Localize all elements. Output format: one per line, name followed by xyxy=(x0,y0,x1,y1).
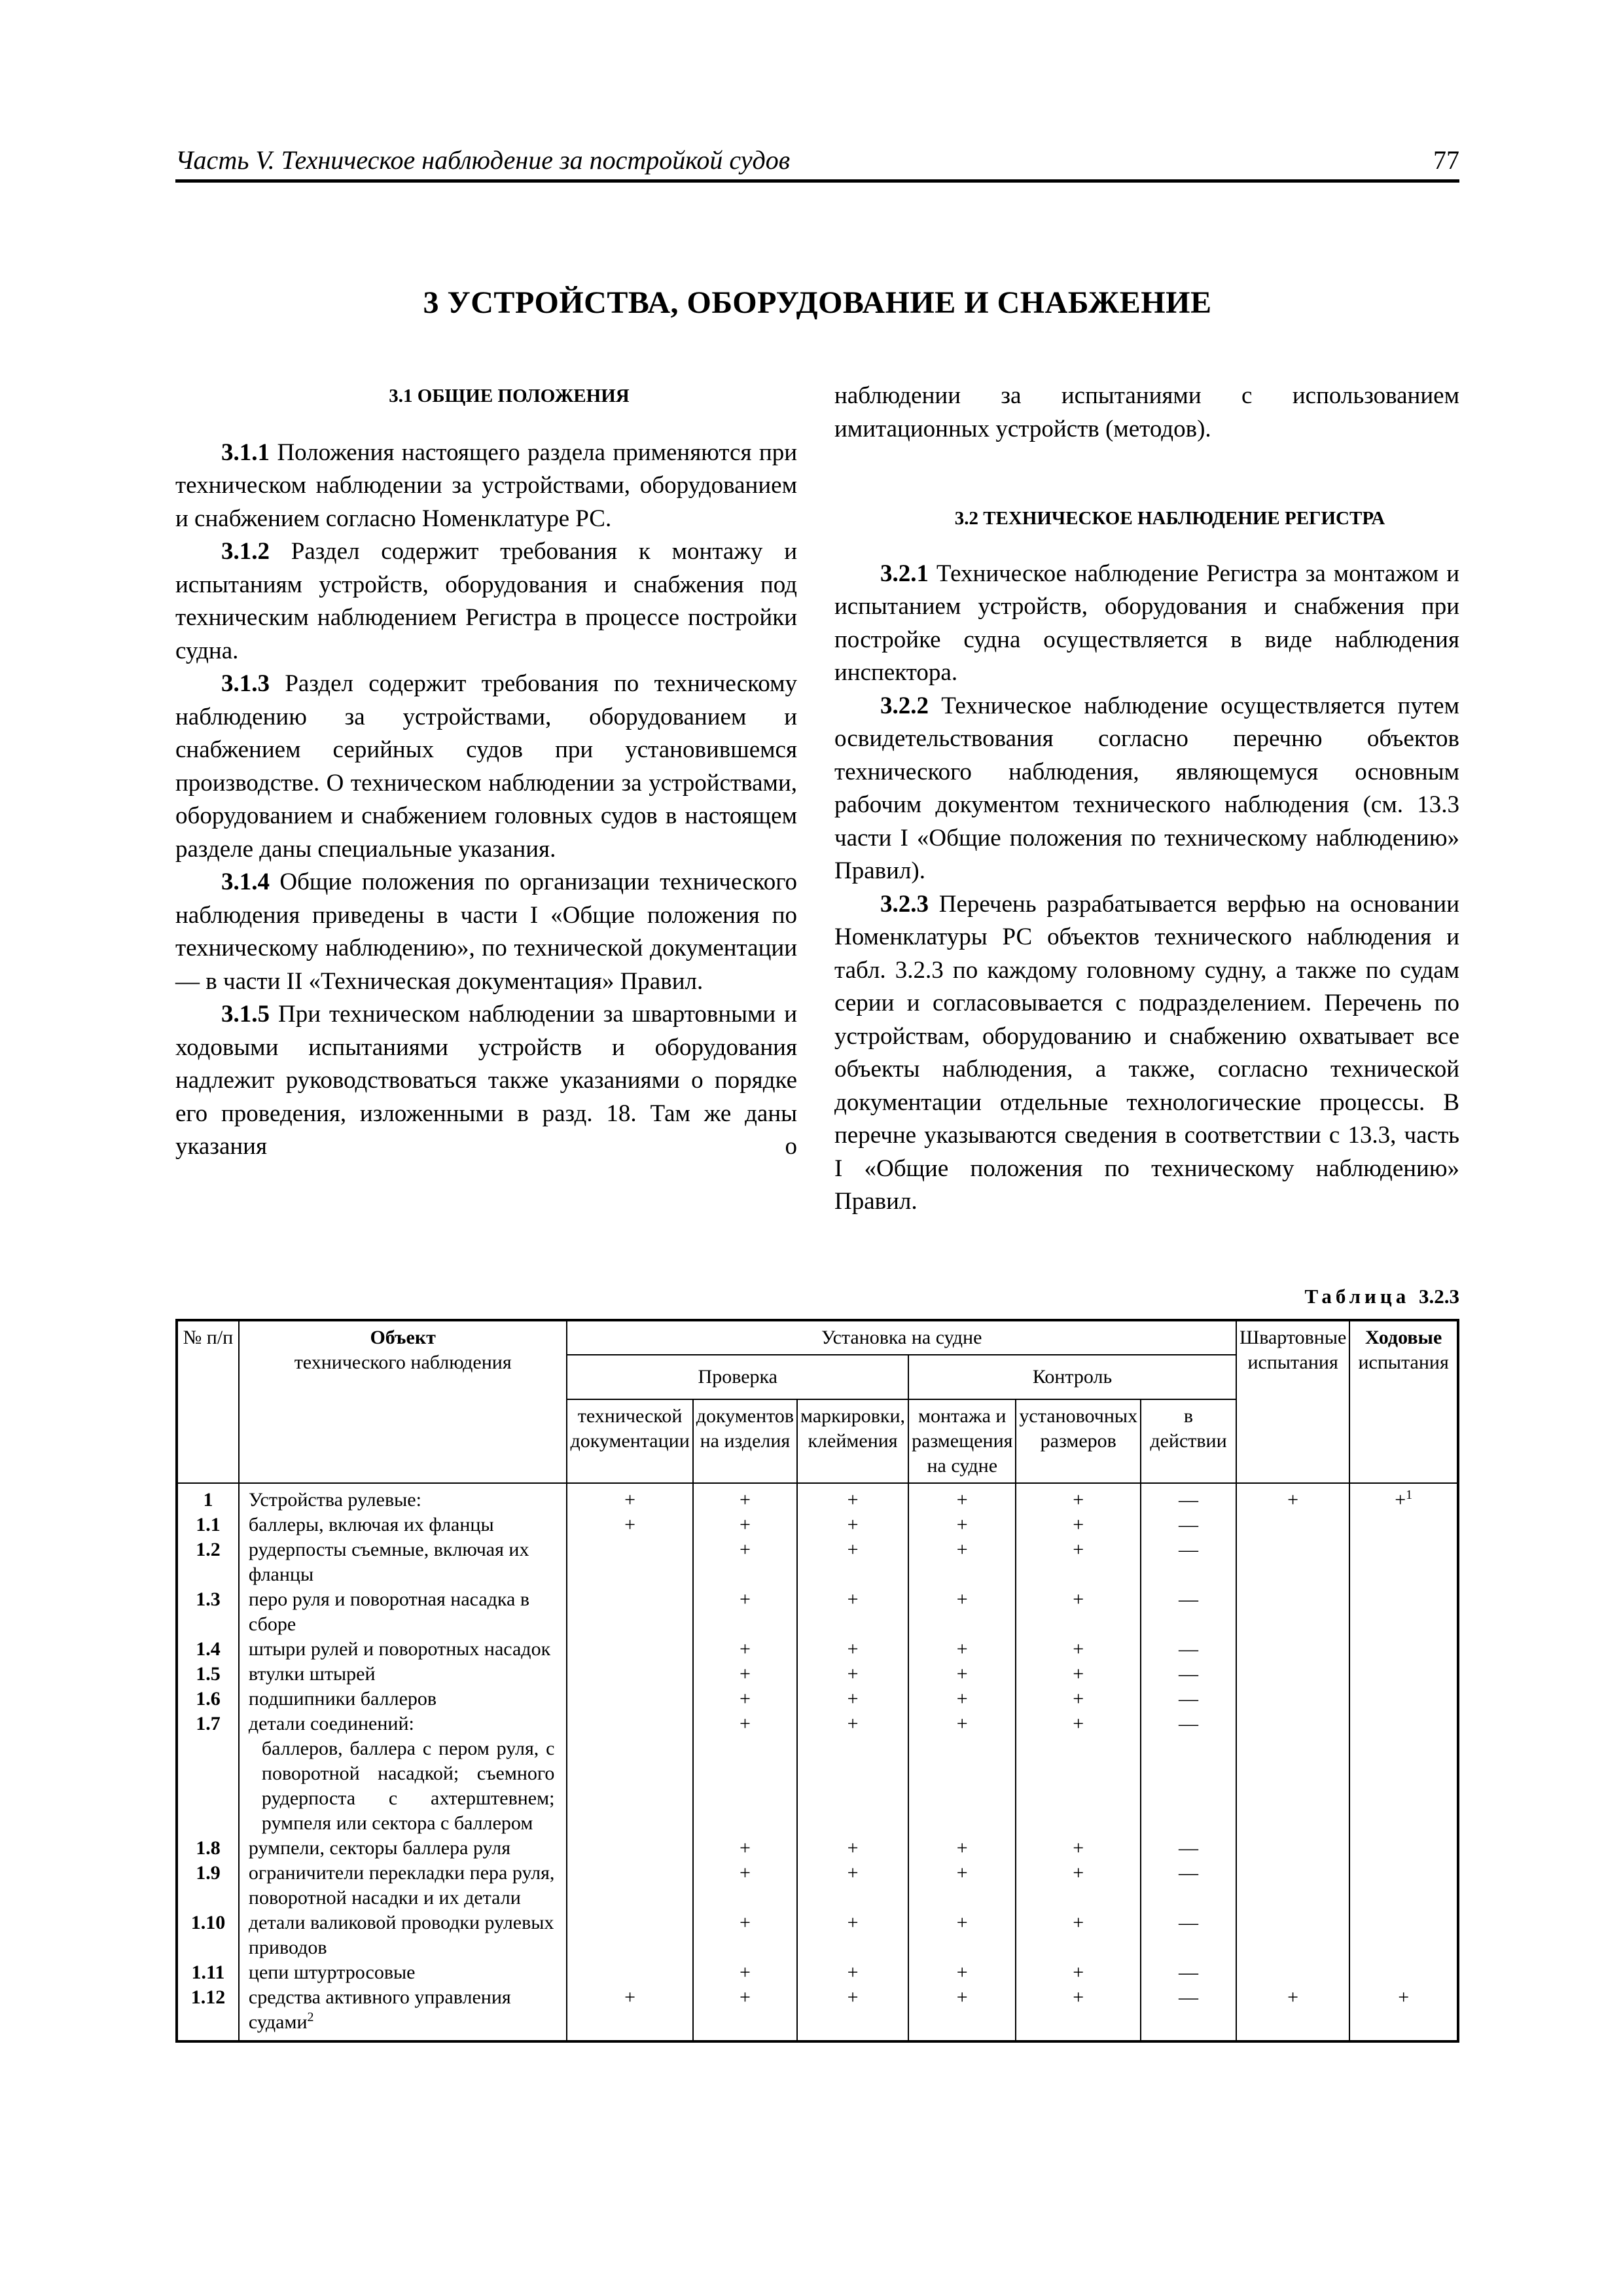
row-cell-1 xyxy=(567,1910,692,1960)
row-cell-8 xyxy=(1349,1960,1458,1985)
row-cell-8 xyxy=(1349,1687,1458,1712)
row-cell-5 xyxy=(1016,1736,1141,1836)
row-cell-1: + xyxy=(567,1513,692,1537)
page-header xyxy=(175,143,1459,183)
row-object: румпели, секторы баллера руля xyxy=(239,1836,567,1861)
row-cell-8 xyxy=(1349,1513,1458,1537)
row-cell-1 xyxy=(567,1736,692,1836)
row-cell-6: — xyxy=(1141,1483,1236,1513)
row-object: рудерпосты съемные, включая их фланцы xyxy=(239,1537,567,1587)
table-row xyxy=(177,1736,1458,1836)
row-cell-4: + xyxy=(908,1587,1016,1637)
row-object: цепи штуртросовые xyxy=(239,1960,567,1985)
row-cell-2: + xyxy=(693,1637,797,1662)
row-cell-2: + xyxy=(693,1836,797,1861)
row-cell-6 xyxy=(1141,1736,1236,1836)
row-cell-2: + xyxy=(693,1687,797,1712)
row-cell-5: + xyxy=(1016,1836,1141,1861)
row-number: 1.6 xyxy=(177,1687,239,1712)
row-cell-3: + xyxy=(797,1537,908,1587)
row-object: Устройства рулевые: xyxy=(239,1483,567,1513)
row-cell-8 xyxy=(1349,1537,1458,1587)
row-cell-5: + xyxy=(1016,1662,1141,1687)
row-object: перо руля и поворотная насадка в сборе xyxy=(239,1587,567,1637)
row-cell-2: + xyxy=(693,1960,797,1985)
row-cell-4: + xyxy=(908,1960,1016,1985)
table-row xyxy=(177,1662,1458,1687)
row-cell-2: + xyxy=(693,1910,797,1960)
row-cell-1 xyxy=(567,1537,692,1587)
header-in-operation: в действии xyxy=(1141,1399,1236,1483)
row-cell-3: + xyxy=(797,1861,908,1910)
row-cell-4: + xyxy=(908,1910,1016,1960)
row-cell-6: — xyxy=(1141,1960,1236,1985)
row-cell-3: + xyxy=(797,1712,908,1736)
row-cell-8: +$^1$ xyxy=(1349,1483,1458,1513)
paragraph-3-2-2: 3.2.2 Техническое наблюдение осуществляется путем освидетельствования согласно перечню объектов технического наблюдения, являющемуся основным рабочим документом технического наблюдения (см. 13.3 части I «Общие положения по техническому наблюдению» Правил). xyxy=(834,692,1459,884)
table-row xyxy=(177,1513,1458,1537)
left-column xyxy=(175,380,797,1164)
table-row xyxy=(177,1687,1458,1712)
row-cell-5: + xyxy=(1016,1637,1141,1662)
row-object: подшипники баллеров xyxy=(239,1687,567,1712)
row-cell-8 xyxy=(1349,1836,1458,1861)
right-column xyxy=(834,380,1459,1219)
row-cell-1: + xyxy=(567,1985,692,2041)
row-cell-2: + xyxy=(693,1985,797,2041)
header-installation: Установка на судне xyxy=(567,1320,1236,1355)
paragraph-3-2-3: 3.2.3 Перечень разрабатывается верфью на основании Номенклатуры РС объектов технического наблюдения и табл. 3.2.3 по каждому головному судну, а также по судам серии и согласовывается с подразделением. Перечень по устройствам, оборудованию и снабжению охватывает все объекты наблюдения, а также, согласно технической документации отдельные технологические процессы. В перечне указываются сведения в соответствии с 13.3, часть I «Общие положения по техническому наблюдению» Правил. xyxy=(834,890,1460,1215)
row-cell-7 xyxy=(1236,1836,1349,1861)
row-cell-4: + xyxy=(908,1483,1016,1513)
row-cell-8 xyxy=(1349,1637,1458,1662)
row-cell-3: + xyxy=(797,1587,908,1637)
row-cell-2: + xyxy=(693,1513,797,1537)
row-cell-7 xyxy=(1236,1637,1349,1662)
row-cell-6: — xyxy=(1141,1637,1236,1662)
row-number: 1 xyxy=(177,1483,239,1513)
paragraph-3-1-5: 3.1.5 При техническом наблюдении за швартовными и ходовыми испытаниями устройств и оборудования надлежит руководствоваться также указаниями о порядке его проведения, изложенными в разд. 18. Там же даны указания о xyxy=(175,1001,797,1160)
row-cell-7 xyxy=(1236,1736,1349,1836)
row-number: 1.1 xyxy=(177,1513,239,1537)
row-number: 1.4 xyxy=(177,1637,239,1662)
row-object: детали соединений: xyxy=(239,1712,567,1736)
row-cell-5: + xyxy=(1016,1712,1141,1736)
row-cell-2 xyxy=(693,1736,797,1836)
row-cell-3: + xyxy=(797,1960,908,1985)
row-object: ограничители перекладки пера руля, поворотной насадки и их детали xyxy=(239,1861,567,1910)
header-installation-dims: установочных размеров xyxy=(1016,1399,1141,1483)
row-cell-1 xyxy=(567,1587,692,1637)
row-cell-4: + xyxy=(908,1513,1016,1537)
row-cell-8 xyxy=(1349,1712,1458,1736)
row-cell-7 xyxy=(1236,1910,1349,1960)
row-cell-5: + xyxy=(1016,1513,1141,1537)
row-cell-5: + xyxy=(1016,1537,1141,1587)
row-cell-1 xyxy=(567,1712,692,1736)
row-cell-3: + xyxy=(797,1985,908,2041)
row-object: средства активного управления судами$^2$ xyxy=(239,1985,567,2041)
header-product-docs: документов на изделия xyxy=(693,1399,797,1483)
row-cell-2: + xyxy=(693,1662,797,1687)
header-mooring-tests: Швартовные испытания xyxy=(1236,1320,1349,1483)
row-number: 1.5 xyxy=(177,1662,239,1687)
row-cell-8 xyxy=(1349,1662,1458,1687)
row-cell-2: + xyxy=(693,1483,797,1513)
row-cell-7 xyxy=(1236,1861,1349,1910)
row-number: 1.8 xyxy=(177,1836,239,1861)
row-cell-7 xyxy=(1236,1960,1349,1985)
row-cell-5: + xyxy=(1016,1687,1141,1712)
table-row xyxy=(177,1483,1458,1513)
row-cell-3 xyxy=(797,1736,908,1836)
row-number: 1.10 xyxy=(177,1910,239,1960)
row-cell-4: + xyxy=(908,1637,1016,1662)
row-cell-6: — xyxy=(1141,1861,1236,1910)
row-cell-6: — xyxy=(1141,1712,1236,1736)
table-row xyxy=(177,1836,1458,1861)
header-tech-doc: технической документации xyxy=(567,1399,692,1483)
row-cell-7 xyxy=(1236,1513,1349,1537)
page-number: 77 xyxy=(1433,145,1459,175)
row-cell-6: — xyxy=(1141,1836,1236,1861)
row-cell-6: — xyxy=(1141,1985,1236,2041)
row-cell-7: + xyxy=(1236,1985,1349,2041)
table-row xyxy=(177,1637,1458,1662)
row-cell-5: + xyxy=(1016,1985,1141,2041)
row-cell-1 xyxy=(567,1662,692,1687)
row-cell-6: — xyxy=(1141,1587,1236,1637)
row-number: 1.7 xyxy=(177,1712,239,1736)
row-cell-1 xyxy=(567,1637,692,1662)
row-cell-4: + xyxy=(908,1662,1016,1687)
row-object: баллеры, включая их фланцы xyxy=(239,1513,567,1537)
row-cell-4: + xyxy=(908,1712,1016,1736)
row-object: детали валиковой проводки рулевых приводов xyxy=(239,1910,567,1960)
row-cell-3: + xyxy=(797,1483,908,1513)
row-cell-4: + xyxy=(908,1687,1016,1712)
row-cell-1: + xyxy=(567,1483,692,1513)
table-row xyxy=(177,1861,1458,1910)
row-cell-5: + xyxy=(1016,1861,1141,1910)
row-number: 1.9 xyxy=(177,1861,239,1910)
row-cell-7 xyxy=(1236,1587,1349,1637)
row-object: штыри рулей и поворотных насадок xyxy=(239,1637,567,1662)
running-title: Часть V. Техническое наблюдение за постройкой судов xyxy=(175,145,791,175)
row-cell-8 xyxy=(1349,1587,1458,1637)
row-cell-4: + xyxy=(908,1985,1016,2041)
row-cell-3: + xyxy=(797,1513,908,1537)
paragraph-3-1-1: 3.1.1 Положения настоящего раздела применяются при техническом наблюдении за устройствами, оборудованием и снабжением согласно Номенклатуре РС. xyxy=(175,439,798,532)
table-caption: Таблица 3.2.3 xyxy=(1304,1285,1459,1308)
row-cell-1 xyxy=(567,1836,692,1861)
row-cell-1 xyxy=(567,1861,692,1910)
row-number: 1.2 xyxy=(177,1537,239,1587)
paragraph-3-1-4: 3.1.4 Общие положения по организации технического наблюдения приведены в части I «Общие положения по техническому наблюдению», по технической документации — в части II «Техническая документация» Правил. xyxy=(175,869,798,995)
row-cell-6: — xyxy=(1141,1662,1236,1687)
paragraph-3-1-5-continuation: наблюдении за испытаниями с использованием имитационных устройств (методов). xyxy=(834,382,1459,442)
row-cell-8: + xyxy=(1349,1985,1458,2041)
section-heading-3-1: 3.1 ОБЩИЕ ПОЛОЖЕНИЯ xyxy=(389,386,630,406)
row-number: 1.11 xyxy=(177,1960,239,1985)
row-cell-4: + xyxy=(908,1836,1016,1861)
table-body xyxy=(177,1483,1458,2041)
row-cell-6: — xyxy=(1141,1513,1236,1537)
row-cell-4: + xyxy=(908,1861,1016,1910)
table-row xyxy=(177,1910,1458,1960)
row-cell-6: — xyxy=(1141,1537,1236,1587)
table-row xyxy=(177,1985,1458,2041)
row-cell-2: + xyxy=(693,1537,797,1587)
inspection-table xyxy=(175,1319,1459,2043)
row-object: баллеров, баллера с пером руля, с поворотной насадкой; съемного рудерпоста с ахтерштевнем; румпеля или сектора с баллером xyxy=(239,1736,567,1836)
row-number: 1.12 xyxy=(177,1985,239,2041)
row-cell-8 xyxy=(1349,1736,1458,1836)
row-cell-8 xyxy=(1349,1861,1458,1910)
row-cell-3: + xyxy=(797,1910,908,1960)
row-cell-7 xyxy=(1236,1537,1349,1587)
row-cell-1 xyxy=(567,1960,692,1985)
header-marking: маркировки, клеймения xyxy=(797,1399,908,1483)
row-cell-7: + xyxy=(1236,1483,1349,1513)
row-cell-3: + xyxy=(797,1836,908,1861)
row-number xyxy=(177,1736,239,1836)
row-cell-1 xyxy=(567,1687,692,1712)
header-control: Контроль xyxy=(908,1355,1236,1399)
row-cell-7 xyxy=(1236,1687,1349,1712)
header-mounting: монтажа и размещения на судне xyxy=(908,1399,1016,1483)
row-cell-2: + xyxy=(693,1587,797,1637)
row-cell-3: + xyxy=(797,1687,908,1712)
header-object: Объект технического наблюдения xyxy=(239,1320,567,1483)
row-cell-4: + xyxy=(908,1537,1016,1587)
paragraph-3-2-1: 3.2.1 Техническое наблюдение Регистра за монтажом и испытанием устройств, оборудования и снабжения при постройке судна осуществляется в виде наблюдения инспектора. xyxy=(834,560,1460,686)
row-cell-4 xyxy=(908,1736,1016,1836)
row-cell-8 xyxy=(1349,1910,1458,1960)
row-cell-3: + xyxy=(797,1662,908,1687)
row-cell-7 xyxy=(1236,1712,1349,1736)
row-object: втулки штырей xyxy=(239,1662,567,1687)
row-cell-6: — xyxy=(1141,1687,1236,1712)
header-number: № п/п xyxy=(177,1320,239,1483)
table-row xyxy=(177,1537,1458,1587)
row-number: 1.3 xyxy=(177,1587,239,1637)
row-cell-5: + xyxy=(1016,1483,1141,1513)
row-cell-3: + xyxy=(797,1637,908,1662)
header-sea-trials: Ходовые испытания xyxy=(1349,1320,1458,1483)
header-check: Проверка xyxy=(567,1355,908,1399)
section-heading-3-2: 3.2 ТЕХНИЧЕСКОЕ НАБЛЮДЕНИЕ РЕГИСТРА xyxy=(954,508,1385,529)
row-cell-2: + xyxy=(693,1712,797,1736)
paragraph-3-1-2: 3.1.2 Раздел содержит требования к монтажу и испытаниям устройств, оборудования и снабжения под техническим наблюдением Регистра в процессе постройки судна. xyxy=(175,538,798,664)
row-cell-5: + xyxy=(1016,1587,1141,1637)
chapter-title: 3 УСТРОЙСТВА, ОБОРУДОВАНИЕ И СНАБЖЕНИЕ xyxy=(423,285,1212,320)
table-row xyxy=(177,1960,1458,1985)
row-cell-2: + xyxy=(693,1861,797,1910)
row-cell-7 xyxy=(1236,1662,1349,1687)
paragraph-3-1-3: 3.1.3 Раздел содержит требования по техническому наблюдению за устройствами, оборудованием и снабжением серийных судов при установившемся производстве. О техническом наблюдении за устройствами, оборудованием и снабжением головных судов в настоящем разделе даны специальные указания. xyxy=(175,670,797,863)
row-cell-6: — xyxy=(1141,1910,1236,1960)
row-cell-5: + xyxy=(1016,1960,1141,1985)
row-cell-5: + xyxy=(1016,1910,1141,1960)
table-row xyxy=(177,1587,1458,1637)
table-row xyxy=(177,1712,1458,1736)
